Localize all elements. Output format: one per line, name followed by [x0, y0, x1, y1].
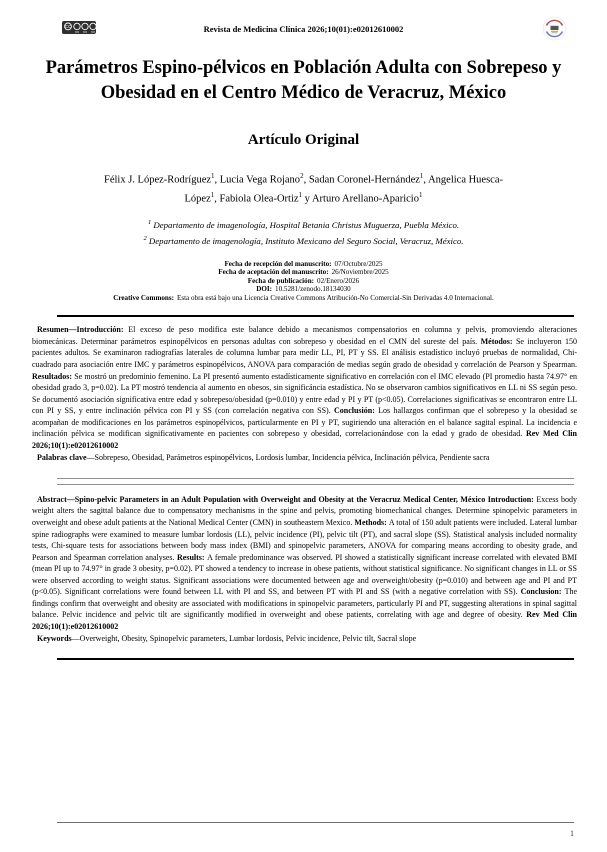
journal-logo-icon	[542, 16, 567, 46]
creative-commons-row	[0, 294, 607, 303]
palabras-clave-line: Palabras clave—Sobrepeso, Obesidad, Parámetros espinopélvicos, Lordosis lumbar, Incidencia pélvica, Inclinación pélvica, Pendiente sacra	[37, 453, 490, 463]
section-divider-double-rule	[57, 478, 574, 485]
acceptance-date-value: 26/Noviembre/2025	[331, 268, 389, 277]
creative-commons-license-icon	[62, 21, 96, 39]
journal-reference: Revista de Medicina Clínica 2026;10(01):e02012610002	[203, 24, 404, 34]
creative-commons-label: Creative Commons:	[113, 293, 174, 302]
affiliation-2: $^2$ Departamento de imagenología, Instituto Mexicano del Seguro Social, Veracruz, México.	[143, 235, 464, 247]
authors-line: Félix J. López-Rodríguez$^1$, Lucia Vega Rojano$^2$, Sadan Coronel-Hernández$^1$, Angelica Huesca-López$^1$, Fabiola Olea-Ortiz$^1$ y Arturo Arellano-Aparicio$^1$	[104, 172, 503, 204]
top-section-rule	[57, 315, 574, 317]
footer-rule	[57, 822, 574, 823]
publication-date-row	[0, 277, 607, 286]
manuscript-meta-block	[0, 260, 607, 303]
svg-text:CC: CC	[64, 24, 72, 30]
publication-date-label: Fecha de publicación:	[247, 276, 315, 285]
affiliation-1: $^1$ Departamento de imagenología, Hospital Betania Christus Muguerza, Puebla México.	[147, 219, 460, 230]
creative-commons-value: Esta obra está bajo una Licencia Creative Commons Atribución-No Comercial-Sin Derivadas 4.0 Internacional.	[176, 293, 494, 302]
article-title: Parámetros Espino-pélvicos en Población Adulta con Sobrepeso y Obesidad en el Centro Médico de Veracruz, México	[45, 58, 562, 103]
doi-value: 10.5281/zenodo.18134030	[275, 285, 351, 294]
doi-label: DOI:	[256, 285, 273, 294]
abstract-paragraph: Abstract—Spino-pelvic Parameters in an Adult Population with Overweight and Obesity at the Veracruz Medical Center, México Introduction: Excess body weight alters the sagittal balance due to compensatory mechanisms in the spine and pelvis, promoting biomechanical changes. Determine spinopelvic parameters in overweight and obese adult patients at the National Medical Center (CMN) in southeastern Mexico. Methods: A total of 150 adult patients were included. Lateral lumbar spine radiographs were examined to measure lumbar lordosis (LL), pelvic incidence (PI), pelvic tilt (PT), and sacral slope (SS). Statistical analysis included normality tests, Chi-square tests for associations between body mass index (BMI) and spinopelvic parameters, ANOVA for comparing means according to obesity grade, and Pearson and Spearman correlation analyses. Results: A female predominance was observed. PI showed a statistically significant increase correlated with elevated BMI (mean PI up to 74.97° in grade 3 obesity, p=0.02). PT showed a tendency to increase in obese patients, without statistical significance. No significant changes in LL or SS were observed according to weight status. Significant associations were documented between age and overweight/obesity (p=0.010) and between age and PI and PT (p<0.05). Significant correlations were found between LL with PI and SS, and between PT with PI and SS (with a negative correlation with SS). Conclusion: The findings confirm that overweight and obesity are associated with modifications in spinopelvic parameters, particularly PI and PT, suggesting alterations in spinal sagittal balance. Pelvic incidence and pelvic tilt are significantly modified in overweight and obese patients, correlating with age and degree of obesity. Rev Med Clin 2026;10(1):e02012610002	[32, 494, 578, 631]
reception-date-row	[0, 260, 607, 269]
doi-row	[0, 285, 607, 294]
article-content	[0, 56, 607, 660]
acceptance-date-label: Fecha de aceptación del manuscrito:	[218, 268, 329, 277]
reception-date-label: Fecha de recepción del manuscrito:	[224, 259, 332, 268]
bottom-section-rule	[57, 658, 574, 660]
publication-date-value: 02/Enero/2026	[317, 276, 360, 285]
page-header	[0, 18, 607, 48]
keywords-line: Keywords—Overweight, Obesity, Spinopelvic parameters, Lumbar lordosis, Pelvic incidence, Pelvic tilt, Sacral slope	[37, 634, 417, 644]
page-number: 1	[570, 829, 574, 838]
resumen-paragraph: Resumen—Introducción: El exceso de peso modifica este balance debido a mecanismos compensatorios en columna y pelvis, promoviendo alteraciones biomecánicas. Determinar parámetros espinopélvicos en personas adultas con sobrepeso y obesidad en el CMN del sureste del país. Métodos: Se incluyeron 150 pacientes adultos. Se examinaron radiografías laterales de columna lumbar para medir LL, PI, PT y SS. El análisis estadístico incluyó pruebas de normalidad, Chi-cuadrado para asociación entre IMC y parámetros espinopélvicos, ANOVA para comparación de medias según grado de obesidad y correlación de Pearson y Spearman. Resultados: Se mostró un predominio femenino. La PI presentó aumento estadísticamente significativo en correlación con el IMC elevado (PI promedio hasta 74.97° en obesidad grado 3, p=0.02). La PT mostró tendencia al aumento en obesos, sin significáncia estadística. No se observaron cambios significativos en LL ni SS según peso. Se documentó asociación significativa entre edad y sobrepeso/obesidad (p=0.010) y entre edad y PI y PT (p<0.05). Correlaciones significativas se encontraron entre LL con PI y SS, y entre inclinación pélvica con PI y SS (con correlación negativa con SS). Conclusión: Los hallazgos confirman que el sobrepeso y la obesidad se acompañan de modificaciones en los parámetros espinopélvicos, particularmente en PI y PT, sugiriendo una alteración en el balance sagital espinal. La incidencia e inclinación pélvica se modifican significativamente en pacientes con sobrepeso y obesidad, correlacionándose con la edad y grado de obesidad. Rev Med Clin 2026;10(1):e02012610002	[32, 325, 578, 450]
acceptance-date-row	[0, 268, 607, 277]
reception-date-value: 07/Octubre/2025	[334, 259, 383, 268]
article-type-heading: Artículo Original	[247, 132, 360, 148]
affiliations-block	[0, 216, 607, 249]
